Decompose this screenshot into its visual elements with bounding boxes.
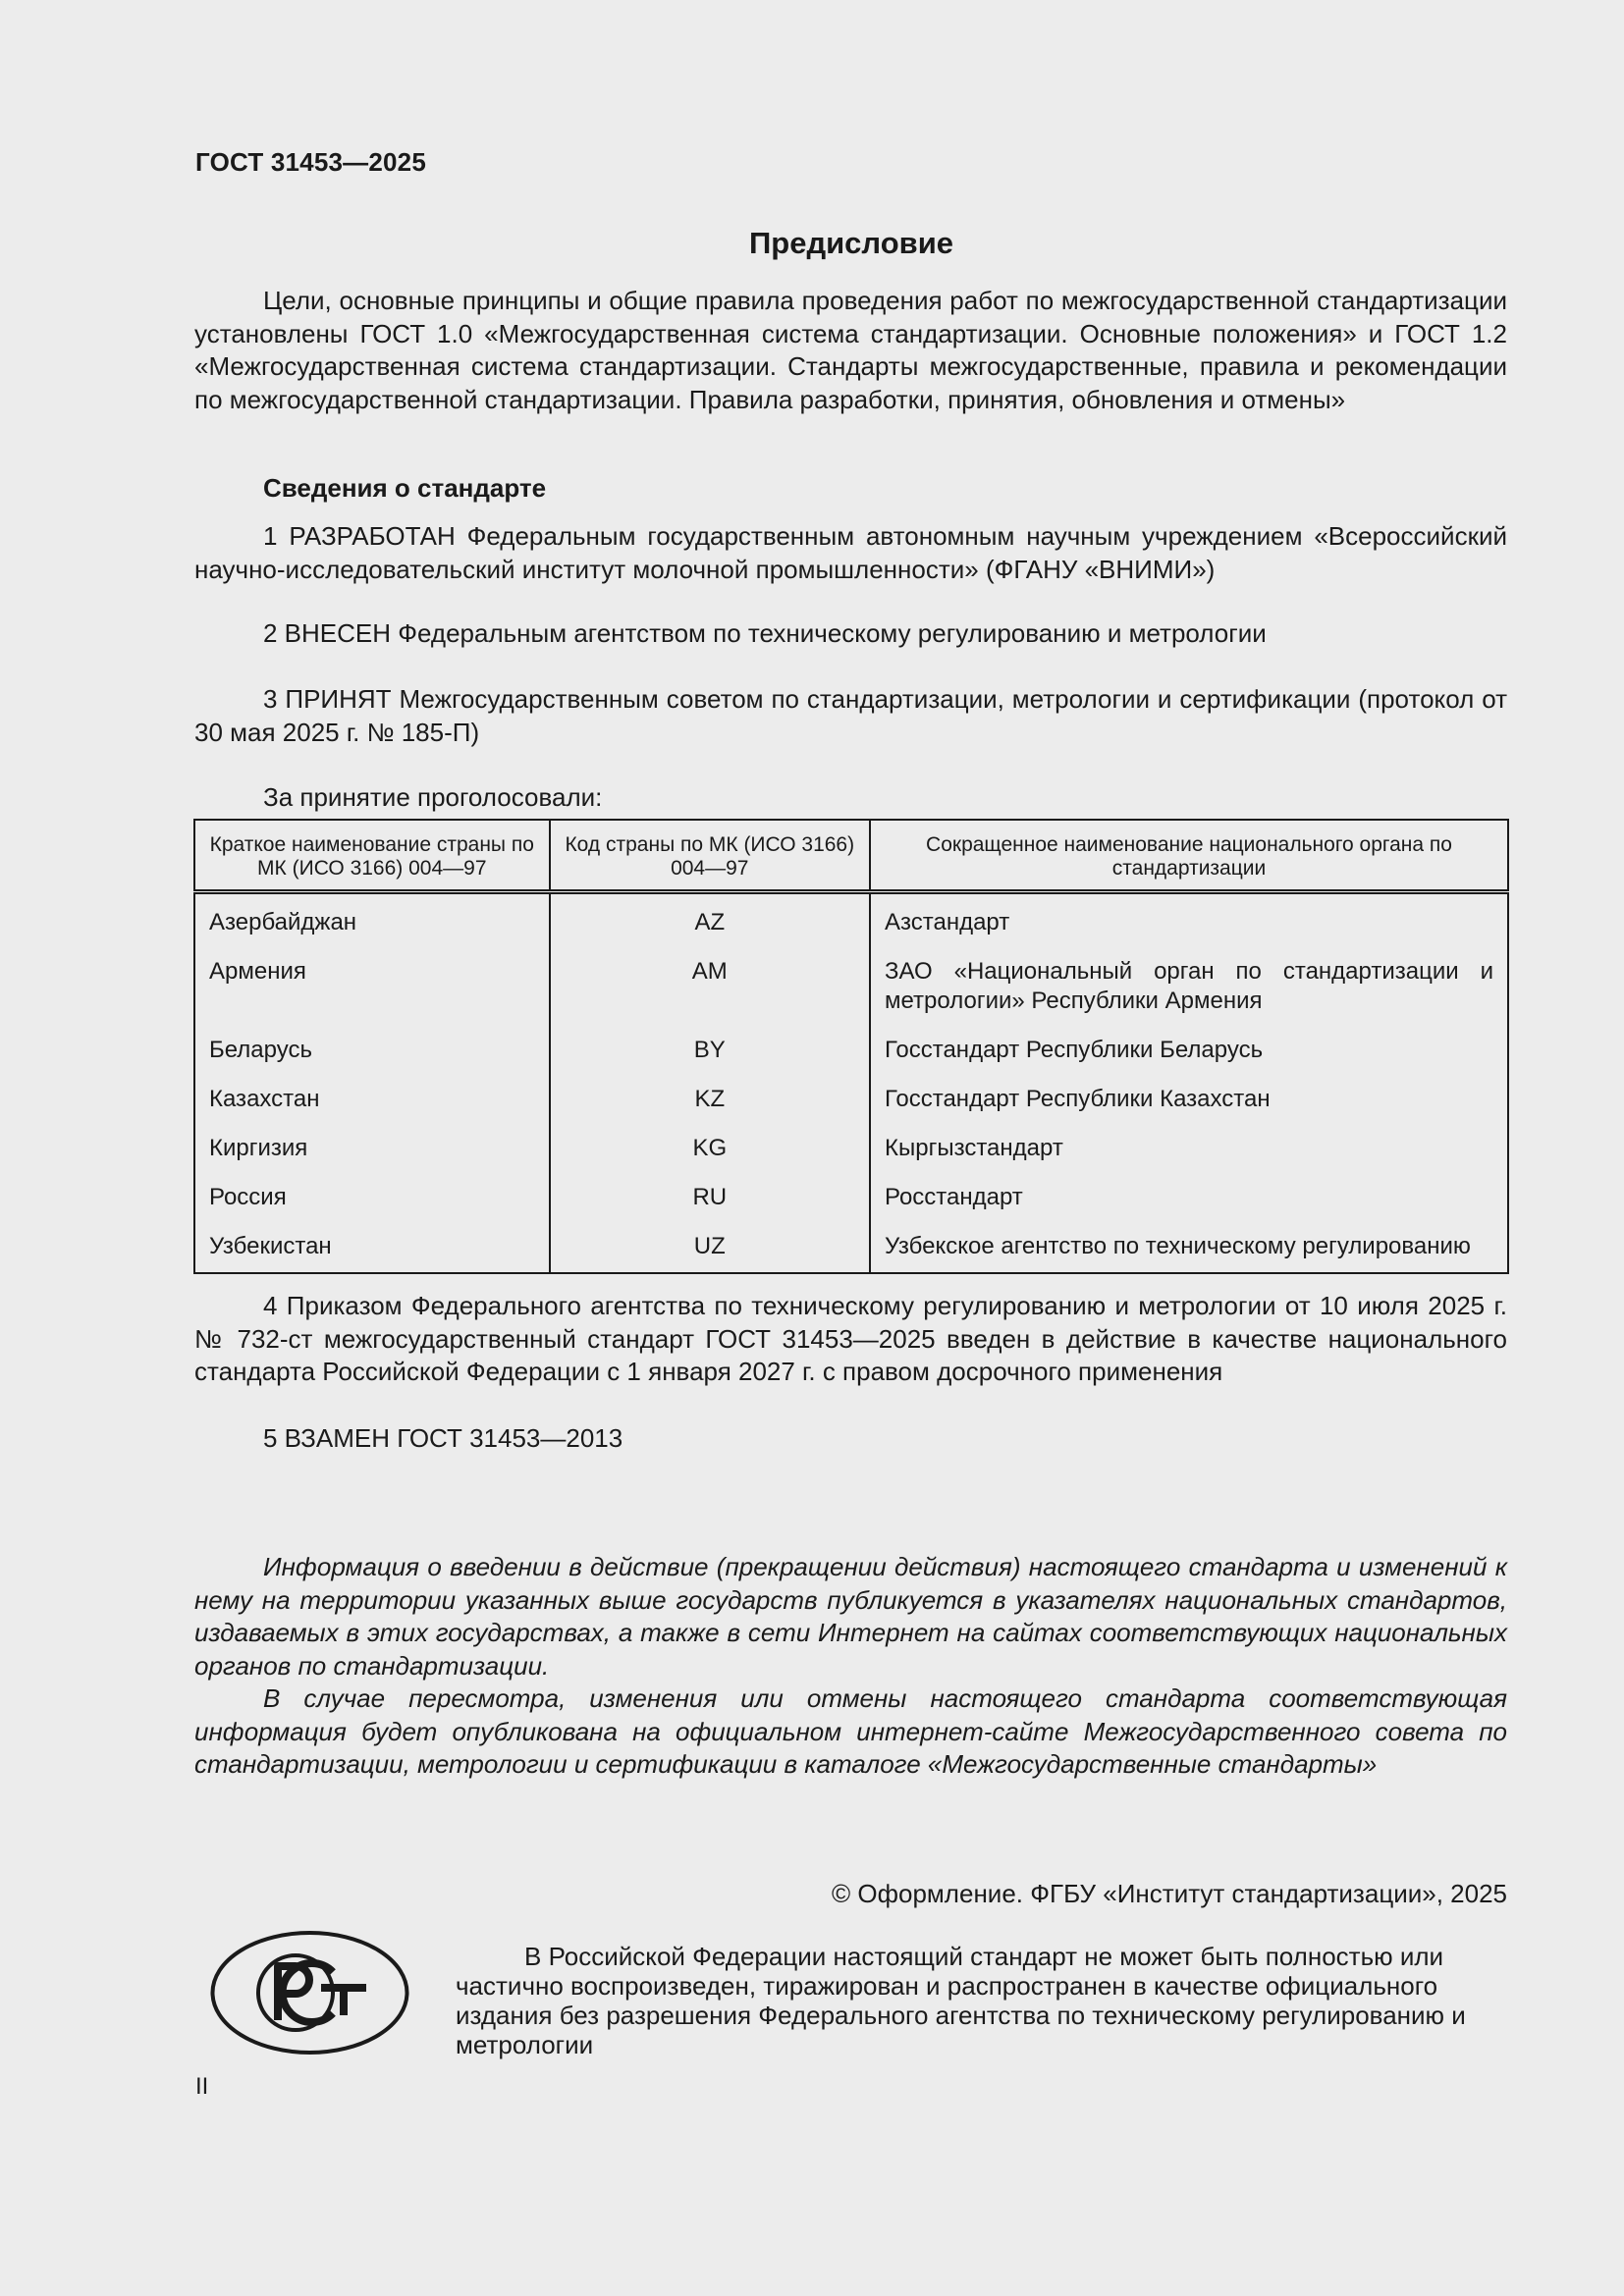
table-row [194, 1124, 1508, 1173]
country-name: Беларусь [194, 1026, 550, 1075]
rst-certification-mark-icon [209, 1929, 410, 2056]
country-code: RU [550, 1173, 870, 1222]
info-item-3-text: 3 ПРИНЯТ Межгосударственным советом по стандартизации, метрологии и сертификации (протокол от 30 мая 2025 г. № 185-П) [194, 684, 1507, 747]
info-item-4 [194, 1290, 1507, 1389]
standard-info-heading: Сведения о стандарте [263, 473, 547, 503]
info-item-1-text: 1 РАЗРАБОТАН Федеральным государственным автономным научным учреждением «Всероссийский научно-исследовательский институт молочной промышленности» (ФГАНУ «ВНИМИ») [194, 521, 1507, 584]
table-row [194, 1173, 1508, 1222]
country-code: KZ [550, 1075, 870, 1124]
national-body: Росстандарт [870, 1173, 1508, 1222]
table-row [194, 892, 1508, 947]
info-item-5-text: 5 ВЗАМЕН ГОСТ 31453—2013 [263, 1423, 623, 1453]
copyright-notice: © Оформление. ФГБУ «Институт стандартизации», 2025 [832, 1879, 1507, 1908]
header-country-code: Код страны по МК (ИСО 3166) 004—97 [550, 820, 870, 892]
table-row [194, 947, 1508, 1026]
intro-paragraph: Цели, основные принципы и общие правила проведения работ по межгосударственной стандартизации установлены ГОСТ 1.0 «Межгосударственная система стандартизации. Основные положения» и ГОСТ 1.2 «Межгосударственная система стандартизации. Стандарты межгосударственные, правила и рекомендации по межгосударственной стандартизации. Правила разработки, принятия, обновления и отмены» [194, 286, 1507, 414]
page-title: Предисловие [748, 226, 953, 260]
standard-info-heading-block [194, 472, 1507, 506]
national-body: Госстандарт Республики Казахстан [870, 1075, 1508, 1124]
country-code: AM [550, 947, 870, 1026]
header-country-name: Краткое наименование страны по МК (ИСО 3166) 004—97 [194, 820, 550, 892]
national-body: Госстандарт Республики Беларусь [870, 1026, 1508, 1075]
country-name: Россия [194, 1173, 550, 1222]
country-code: BY [550, 1026, 870, 1075]
country-name: Казахстан [194, 1075, 550, 1124]
country-code: AZ [550, 892, 870, 947]
country-code: UZ [550, 1222, 870, 1273]
legal-notice [456, 1942, 1507, 2059]
publication-info-paragraph-2: В случае пересмотра, изменения или отмены настоящего стандарта соответствующая информация будет опубликована на официальном интернет-сайте Межгосударственного совета по стандартизации, метрологии и сертификации в каталоге «Межгосударственные стандарты» [194, 1683, 1507, 1779]
country-name: Киргизия [194, 1124, 550, 1173]
table-row [194, 1026, 1508, 1075]
table-row [194, 1075, 1508, 1124]
info-item-3 [194, 683, 1507, 749]
info-item-2-text: 2 ВНЕСЕН Федеральным агентством по техническому регулированию и метрологии [263, 618, 1267, 648]
table-row [194, 1222, 1508, 1273]
legal-notice-text: В Российской Федерации настоящий стандарт не может быть полностью или частично воспроизведен, тиражирован и распространен в качестве официального издания без разрешения Федерального агентства по техническому регулированию и метрологии [456, 1942, 1466, 2059]
country-name: Азербайджан [194, 892, 550, 947]
page-number: II [195, 2073, 209, 2100]
info-item-5 [194, 1422, 1507, 1456]
info-item-4-text: 4 Приказом Федерального агентства по техническому регулированию и метрологии от 10 июля 2025 г. № 732-ст межгосударственный стандарт ГОСТ 31453—2025 введен в действие в качестве национального стандарта Российской Федерации с 1 января 2027 г. с правом досрочного применения [194, 1291, 1507, 1386]
table-header-row [194, 820, 1508, 892]
national-body: Кыргызстандарт [870, 1124, 1508, 1173]
national-body: Узбекское агентство по техническому регулированию [870, 1222, 1508, 1273]
voted-label-block [194, 781, 1507, 815]
country-code: KG [550, 1124, 870, 1173]
voting-table [193, 819, 1509, 1274]
publication-info-paragraph-1: Информация о введении в действие (прекращении действия) настоящего стандарта и изменений к нему на территории указанных выше государств публикуется в указателях национальных стандартов, издаваемых в этих государствах, а также в сети Интернет на сайтах соответствующих национальных органов по стандартизации. [194, 1552, 1507, 1681]
national-body: Азстандарт [870, 892, 1508, 947]
country-name: Узбекистан [194, 1222, 550, 1273]
document-code: ГОСТ 31453—2025 [195, 147, 426, 177]
national-body: ЗАО «Национальный орган по стандартизации и метрологии» Республики Армения [870, 947, 1508, 1026]
info-item-2 [194, 617, 1507, 651]
publication-info [194, 1551, 1507, 1782]
intro-section [194, 285, 1507, 416]
voted-label: За принятие проголосовали: [263, 782, 603, 812]
country-name: Армения [194, 947, 550, 1026]
info-item-1 [194, 520, 1507, 586]
header-national-body: Сокращенное наименование национального органа по стандартизации [870, 820, 1508, 892]
